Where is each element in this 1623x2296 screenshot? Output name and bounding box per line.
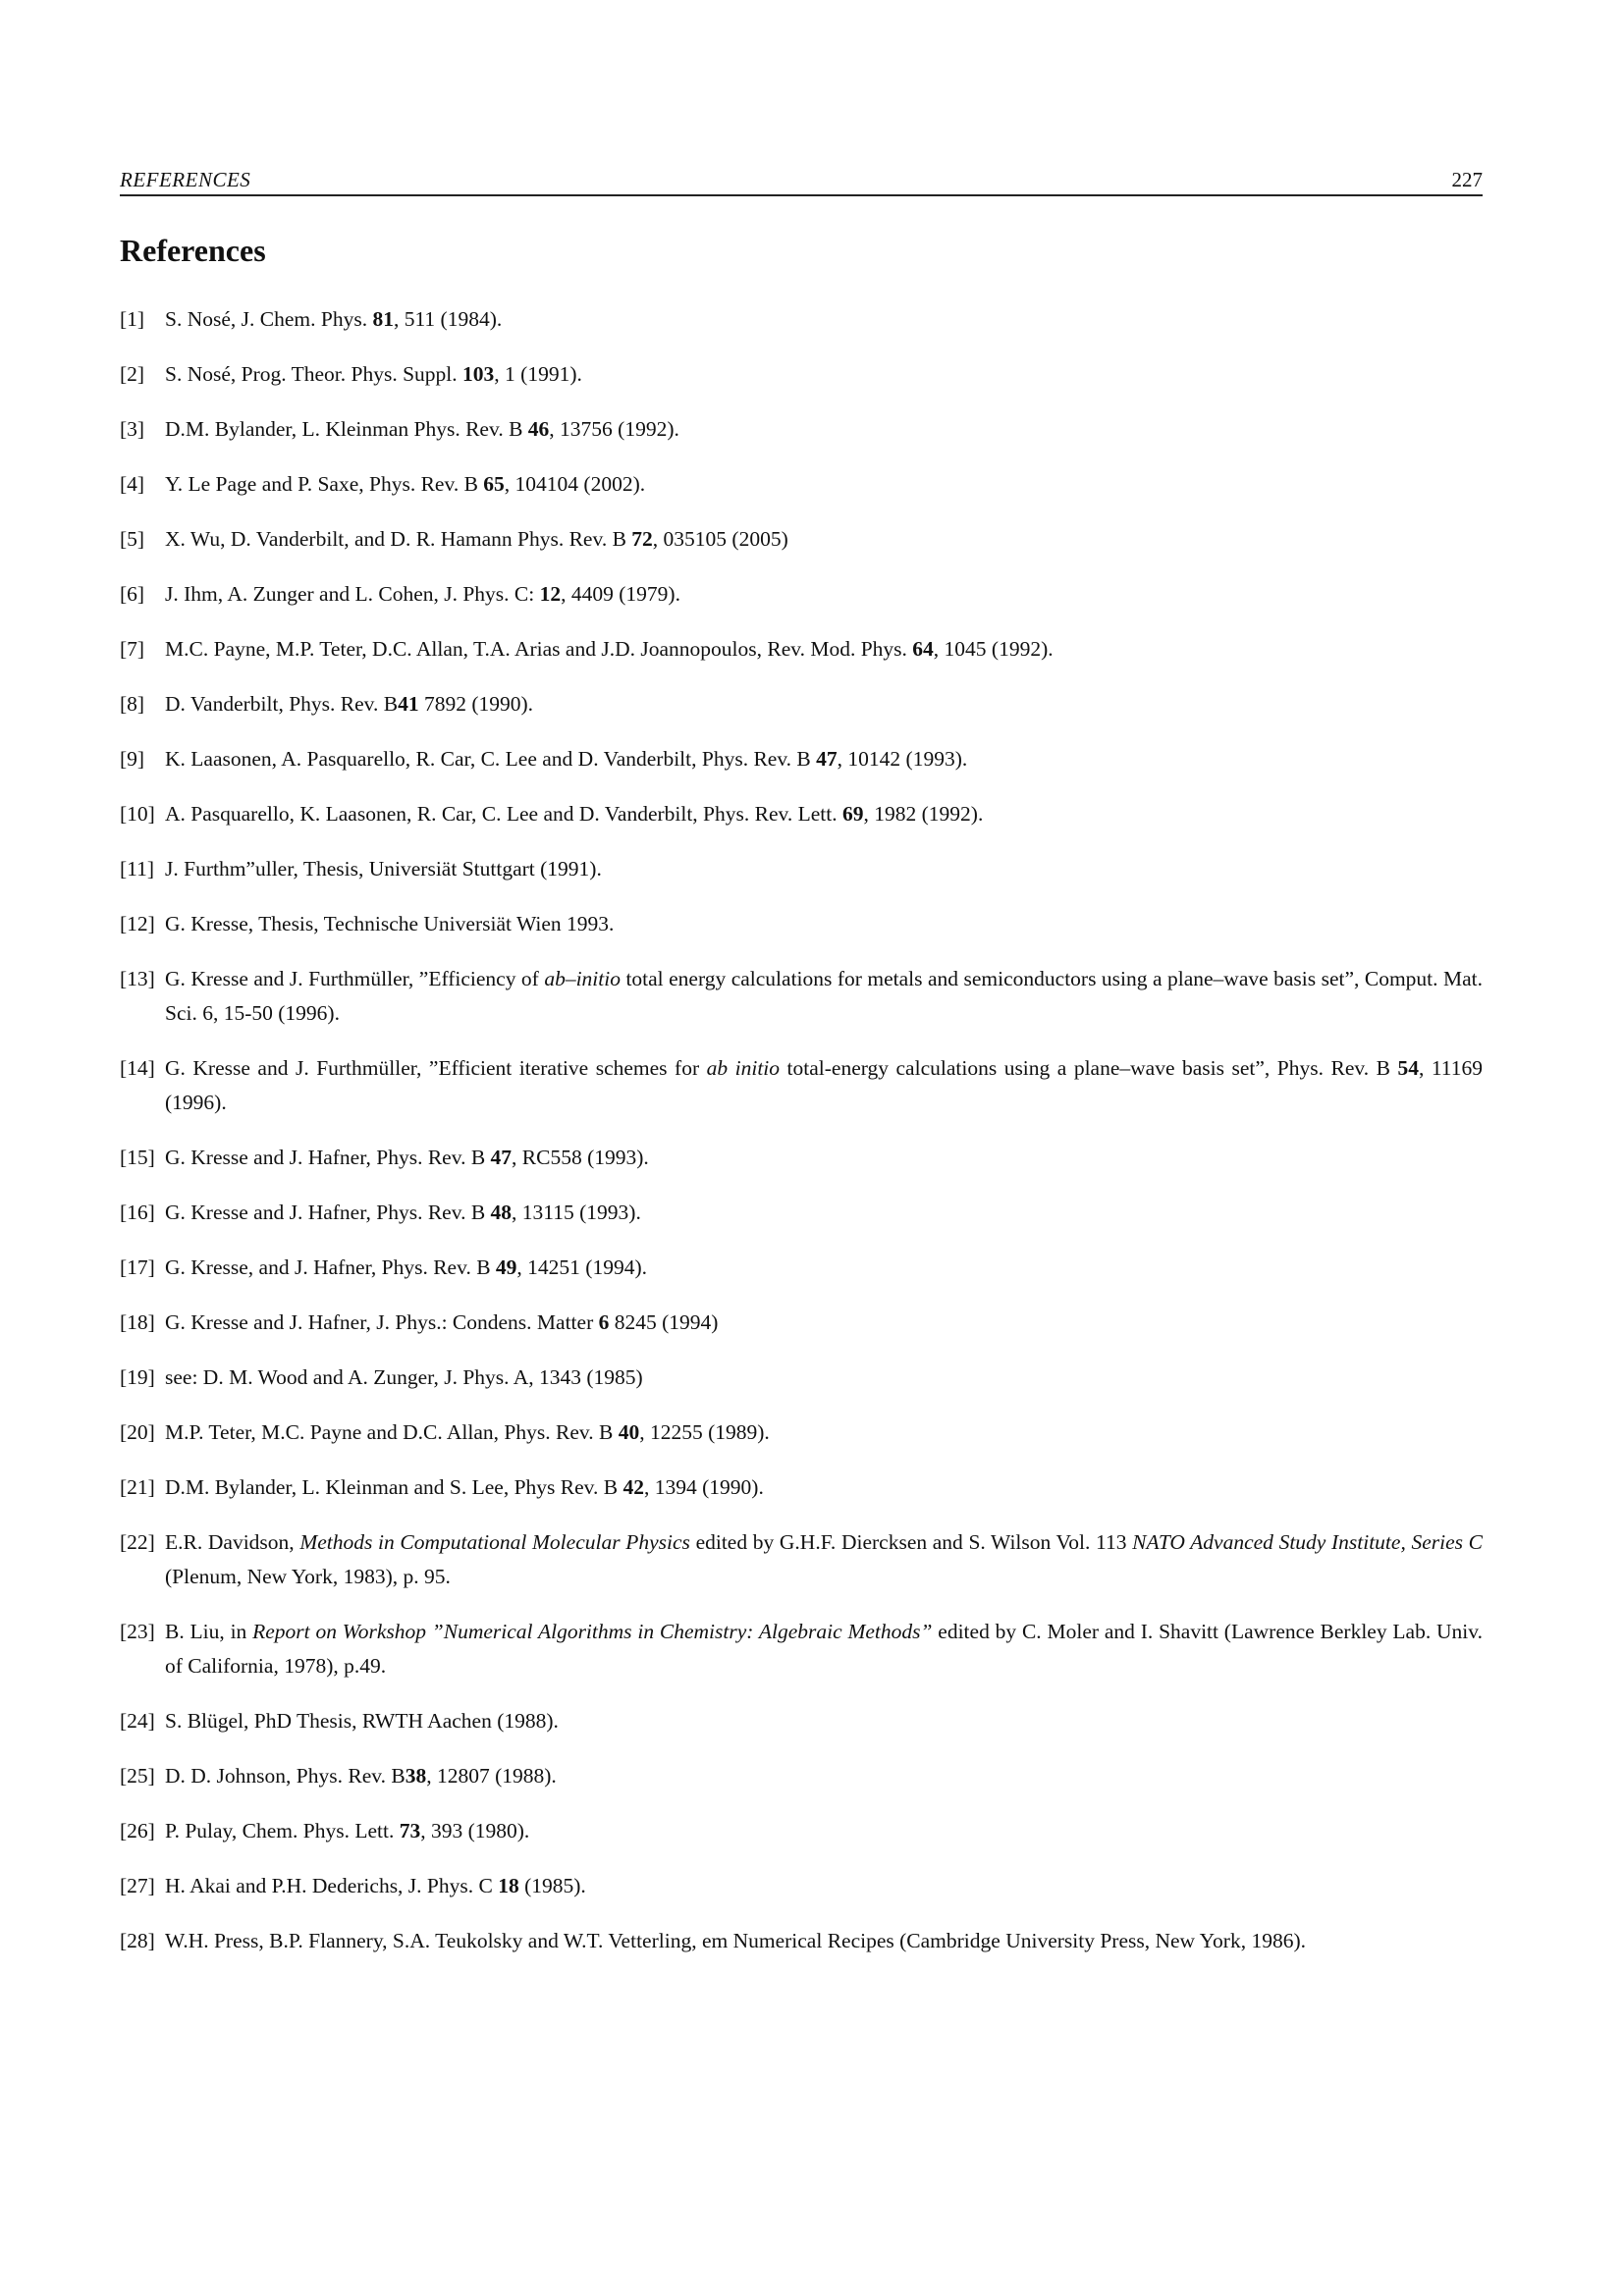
reference-segment: D. D. Johnson, Phys. Rev. B (165, 1764, 406, 1788)
reference-text (165, 857, 602, 881)
reference-item (120, 522, 1483, 557)
reference-text (165, 1146, 649, 1169)
reference-item (120, 467, 1483, 502)
reference-segment: G. Kresse and J. Hafner, Phys. Rev. B (165, 1201, 491, 1224)
reference-label: [6] (120, 582, 145, 606)
reference-item (120, 962, 1483, 1031)
reference-item (120, 1525, 1483, 1594)
reference-segment: W.H. Press, B.P. Flannery, S.A. Teukolsky and W.T. Vetterling, em Numerical Recipes (Cambridge University Press, New York, 1986). (165, 1929, 1306, 1952)
reference-label: [28] (120, 1929, 155, 1952)
volume-number: 73 (399, 1819, 421, 1842)
reference-text (165, 1874, 586, 1897)
reference-segment: P. Pulay, Chem. Phys. Lett. (165, 1819, 400, 1842)
volume-number: 41 (398, 692, 419, 716)
reference-item (120, 1361, 1483, 1395)
reference-segment: D.M. Bylander, L. Kleinman Phys. Rev. B (165, 417, 528, 441)
reference-text (165, 967, 1483, 1025)
reference-item (120, 907, 1483, 941)
reference-text (165, 1201, 641, 1224)
reference-segment: H. Akai and P.H. Dederichs, J. Phys. C (165, 1874, 499, 1897)
reference-segment: , 4409 (1979). (561, 582, 680, 606)
reference-text (165, 307, 502, 331)
running-header (120, 165, 1483, 196)
reference-segment: edited by G.H.F. Diercksen and S. Wilson Vol. 113 (689, 1530, 1133, 1554)
reference-label: [25] (120, 1764, 155, 1788)
volume-number: 54 (1397, 1056, 1419, 1080)
reference-text (165, 1620, 1483, 1678)
reference-segment: D.M. Bylander, L. Kleinman and S. Lee, Phys Rev. B (165, 1475, 623, 1499)
reference-label: [18] (120, 1310, 155, 1334)
italic-title: ab–initio (544, 967, 621, 990)
reference-label: [16] (120, 1201, 155, 1224)
volume-number: 42 (622, 1475, 645, 1499)
reference-segment: , 12255 (1989). (639, 1420, 770, 1444)
page-number: 227 (1451, 168, 1483, 191)
reference-item (120, 357, 1483, 392)
volume-number: 12 (539, 582, 562, 606)
reference-item (120, 1141, 1483, 1175)
reference-label: [2] (120, 362, 145, 386)
reference-item (120, 412, 1483, 447)
reference-text (165, 1056, 1483, 1114)
reference-segment: , 14251 (1994). (516, 1255, 647, 1279)
reference-text (165, 912, 614, 935)
reference-label: [1] (120, 307, 145, 331)
reference-text (165, 637, 1054, 661)
reference-item (120, 797, 1483, 831)
volume-number: 64 (912, 637, 934, 661)
reference-label: [13] (120, 967, 155, 990)
reference-text (165, 1255, 647, 1279)
reference-label: [21] (120, 1475, 155, 1499)
reference-segment: (Plenum, New York, 1983), p. 95. (165, 1565, 451, 1588)
reference-text (165, 362, 582, 386)
reference-label: [23] (120, 1620, 155, 1643)
reference-item (120, 1924, 1483, 1958)
reference-label: [8] (120, 692, 145, 716)
reference-segment: , 13756 (1992). (549, 417, 679, 441)
volume-number: 46 (527, 417, 550, 441)
reference-item (120, 1470, 1483, 1505)
volume-number: 38 (405, 1764, 427, 1788)
reference-segment: G. Kresse and J. Hafner, Phys. Rev. B (165, 1146, 491, 1169)
reference-text (165, 692, 533, 716)
reference-label: [27] (120, 1874, 155, 1897)
reference-item (120, 1704, 1483, 1738)
reference-item (120, 1759, 1483, 1793)
volume-number: 47 (816, 747, 838, 771)
reference-item (120, 852, 1483, 886)
reference-item (120, 687, 1483, 721)
reference-text (165, 582, 680, 606)
reference-segment: , 511 (1984). (393, 307, 503, 331)
reference-segment: , 1045 (1992). (933, 637, 1054, 661)
reference-segment: , RC558 (1993). (512, 1146, 649, 1169)
reference-segment: see: D. M. Wood and A. Zunger, J. Phys. A, 1343 (1985) (165, 1365, 643, 1389)
reference-label: [19] (120, 1365, 155, 1389)
reference-label: [4] (120, 472, 145, 496)
reference-segment: , 10142 (1993). (837, 747, 968, 771)
reference-text (165, 1819, 529, 1842)
reference-item (120, 1615, 1483, 1683)
reference-segment: G. Kresse and J. Furthmüller, ”Efficient iterative schemes for (165, 1056, 707, 1080)
reference-text (165, 1929, 1306, 1952)
reference-segment: G. Kresse and J. Furthmüller, ”Efficiency of (165, 967, 545, 990)
volume-number: 69 (842, 802, 864, 826)
reference-item (120, 1196, 1483, 1230)
reference-label: [26] (120, 1819, 155, 1842)
reference-label: [11] (120, 857, 155, 881)
reference-segment: K. Laasonen, A. Pasquarello, R. Car, C. Lee and D. Vanderbilt, Phys. Rev. B (165, 747, 817, 771)
running-title: REFERENCES (120, 168, 251, 191)
reference-segment: , 035105 (2005) (652, 527, 788, 551)
volume-number: 47 (490, 1146, 513, 1169)
reference-segment: S. Nosé, Prog. Theor. Phys. Suppl. (165, 362, 463, 386)
reference-text (165, 1530, 1483, 1588)
reference-label: [22] (120, 1530, 155, 1554)
reference-segment: , 1 (1991). (494, 362, 582, 386)
reference-segment: (1985). (518, 1874, 586, 1897)
reference-segment: S. Nosé, J. Chem. Phys. (165, 307, 373, 331)
reference-text (165, 1764, 557, 1788)
reference-label: [15] (120, 1146, 155, 1169)
reference-item (120, 1051, 1483, 1120)
section-title: References (120, 233, 266, 268)
reference-segment: M.P. Teter, M.C. Payne and D.C. Allan, Phys. Rev. B (165, 1420, 619, 1444)
reference-label: [12] (120, 912, 155, 935)
reference-item (120, 1415, 1483, 1450)
reference-label: [10] (120, 802, 155, 826)
reference-segment: total-energy calculations using a plane–wave basis set”, Phys. Rev. B (780, 1056, 1398, 1080)
reference-segment: total energy calculations for metals and semiconductors using a plane–wave basis set”, Comput. Mat. Sci. 6, 15-50 (1996). (165, 967, 1484, 1025)
reference-item (120, 302, 1483, 337)
reference-text (165, 747, 967, 771)
reference-segment: G. Kresse and J. Hafner, J. Phys.: Condens. Matter (165, 1310, 599, 1334)
reference-segment: S. Blügel, PhD Thesis, RWTH Aachen (1988). (165, 1709, 559, 1733)
volume-number: 6 (598, 1310, 610, 1334)
reference-segment: J. Ihm, A. Zunger and L. Cohen, J. Phys. C: (165, 582, 540, 606)
reference-item (120, 1814, 1483, 1848)
reference-item (120, 1869, 1483, 1903)
volume-number: 49 (495, 1255, 517, 1279)
volume-number: 48 (490, 1201, 513, 1224)
reference-item (120, 1306, 1483, 1340)
italic-title: ab initio (706, 1056, 781, 1080)
reference-segment: , 1982 (1992). (863, 802, 984, 826)
volume-number: 18 (498, 1874, 519, 1897)
reference-segment: M.C. Payne, M.P. Teter, D.C. Allan, T.A. Arias and J.D. Joannopoulos, Rev. Mod. Phys. (165, 637, 913, 661)
reference-label: [17] (120, 1255, 155, 1279)
reference-label: [14] (120, 1056, 155, 1080)
reference-segment: A. Pasquarello, K. Laasonen, R. Car, C. Lee and D. Vanderbilt, Phys. Rev. Lett. (165, 802, 842, 826)
reference-segment: X. Wu, D. Vanderbilt, and D. R. Hamann Phys. Rev. B (165, 527, 632, 551)
reference-segment: , 104104 (2002). (504, 472, 646, 496)
reference-segment: edited by C. Moler and I. Shavitt (Lawrence Berkley Lab. Univ. of California, 1978), p.49. (165, 1620, 1483, 1678)
reference-segment: B. Liu, in (165, 1620, 253, 1643)
reference-text (165, 472, 645, 496)
reference-segment: G. Kresse, Thesis, Technische Universiät Wien 1993. (165, 912, 615, 935)
reference-segment: , 13115 (1993). (512, 1201, 641, 1224)
reference-item (120, 742, 1483, 776)
reference-segment: 7892 (1990). (418, 692, 534, 716)
reference-text (165, 1310, 718, 1334)
reference-segment: 8245 (1994) (609, 1310, 719, 1334)
reference-list (120, 302, 1483, 1979)
reference-segment: Y. Le Page and P. Saxe, Phys. Rev. B (165, 472, 484, 496)
reference-text (165, 527, 788, 551)
volume-number: 65 (483, 472, 505, 496)
reference-label: [20] (120, 1420, 155, 1444)
reference-label: [9] (120, 747, 145, 771)
reference-label: [3] (120, 417, 145, 441)
volume-number: 81 (372, 307, 394, 331)
volume-number: 40 (618, 1420, 640, 1444)
reference-text (165, 1475, 764, 1499)
reference-item (120, 577, 1483, 612)
reference-text (165, 1709, 559, 1733)
reference-text (165, 417, 679, 441)
reference-text (165, 802, 983, 826)
reference-segment: J. Furthm”uller, Thesis, Universiät Stuttgart (1991). (165, 857, 602, 881)
reference-label: [24] (120, 1709, 155, 1733)
reference-item (120, 1251, 1483, 1285)
volume-number: 72 (631, 527, 653, 551)
reference-segment: G. Kresse, and J. Hafner, Phys. Rev. B (165, 1255, 496, 1279)
italic-title: NATO Advanced Study Institute, Series C (1132, 1530, 1484, 1554)
reference-text (165, 1420, 770, 1444)
reference-segment: , 12807 (1988). (426, 1764, 557, 1788)
reference-segment: D. Vanderbilt, Phys. Rev. B (165, 692, 399, 716)
reference-segment: , 393 (1980). (420, 1819, 530, 1842)
italic-title: Report on Workshop ”Numerical Algorithms in Chemistry: Algebraic Methods” (252, 1620, 933, 1643)
reference-segment: , 1394 (1990). (644, 1475, 764, 1499)
volume-number: 103 (462, 362, 495, 386)
italic-title: Methods in Computational Molecular Physics (299, 1530, 690, 1554)
reference-segment: , 11169 (1996). (165, 1056, 1483, 1114)
reference-label: [7] (120, 637, 145, 661)
reference-label: [5] (120, 527, 145, 551)
reference-segment: E.R. Davidson, (165, 1530, 300, 1554)
reference-text (165, 1365, 643, 1389)
reference-item (120, 632, 1483, 667)
